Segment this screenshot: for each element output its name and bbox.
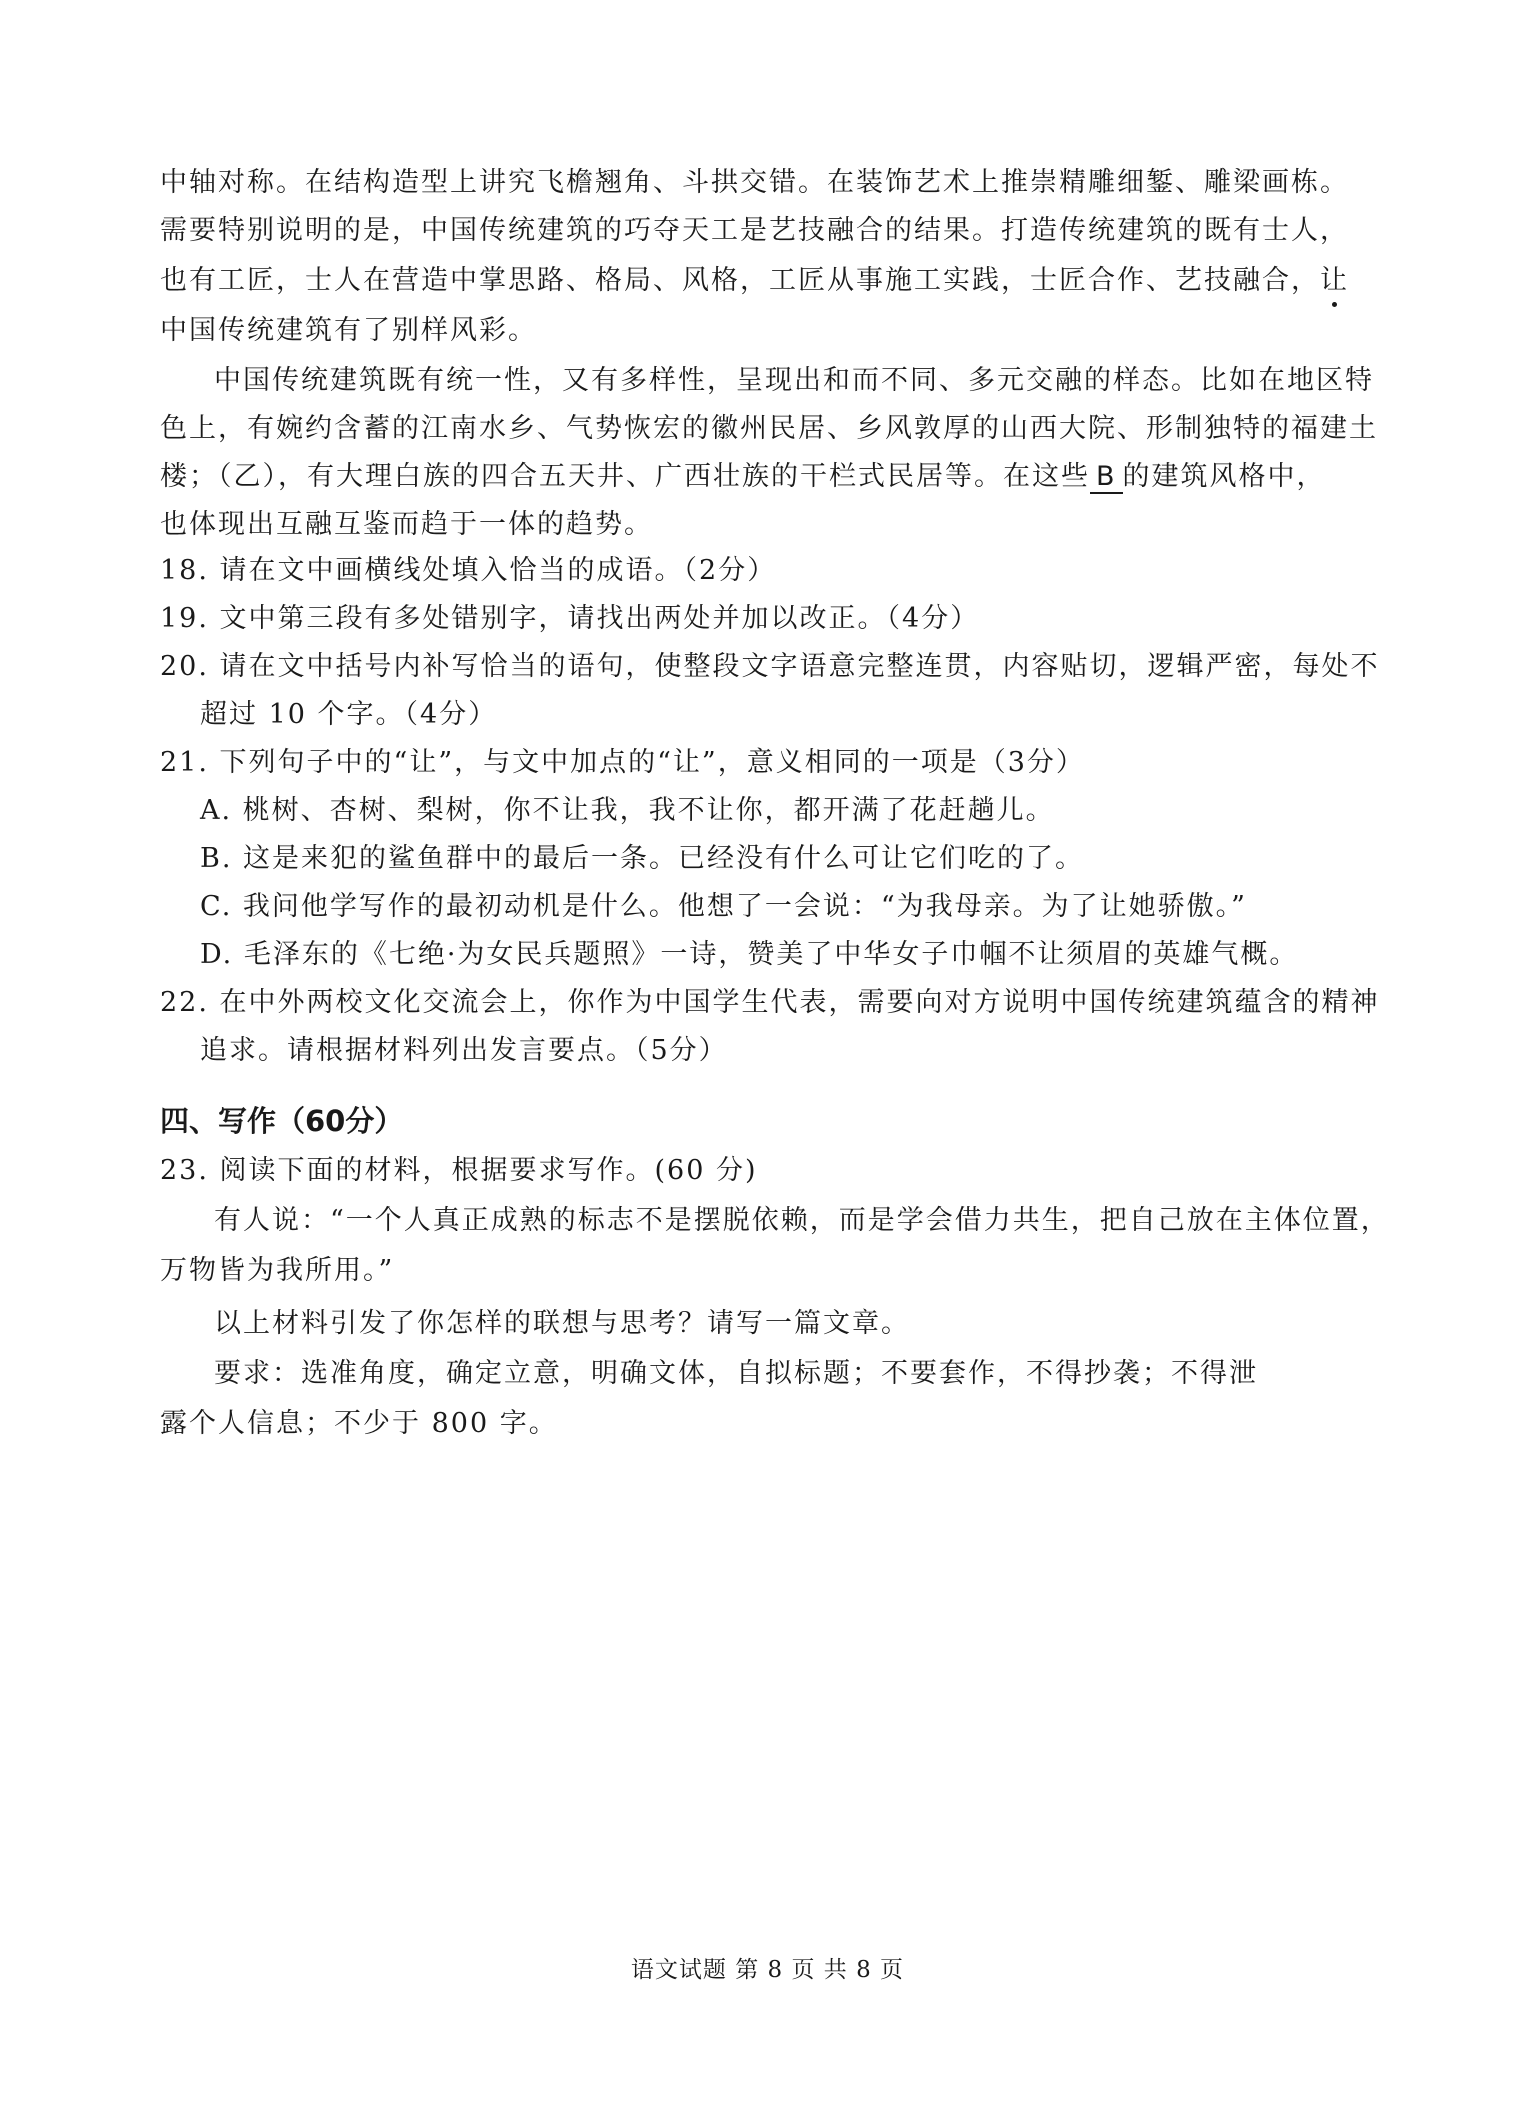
question-22: 22. 在中外两校文化交流会上，你作为中国学生代表，需要向对方说明中国传统建筑蕴含的精神 [160, 987, 1380, 1018]
writing-requirements: 要求：选准角度，确定立意，明确文体，自拟标题；不要套作，不得抄袭；不得泄 [214, 1358, 1258, 1389]
page-footer: 语文试题 第 8 页 共 8 页 [630, 1957, 905, 1983]
writing-prompt: 以上材料引发了你怎样的联想与思考？请写一篇文章。 [214, 1308, 910, 1339]
material-text: 有人说：“一个人真正成熟的标志不是摆脱依赖，而是学会借力共生，把自己放在主体位置， [214, 1205, 1390, 1236]
question-21: 21. 下列句子中的“让”，与文中加点的“让”，意义相同的一项是（3分） [160, 747, 1085, 778]
passage-line: 中国传统建筑既有统一性，又有多样性，呈现出和而不同、多元交融的样态。比如在地区特 [214, 365, 1374, 396]
passage-text: 也有工匠，士人在营造中掌思路、格局、风格，工匠从事施工实践，士匠合作、艺技融合， [160, 265, 1320, 296]
passage-line: 也体现出互融互鉴而趋于一体的趋势。 [160, 509, 653, 540]
material-text: 万物皆为我所用。” [160, 1255, 395, 1286]
passage-line [160, 459, 1390, 495]
writing-requirements: 露个人信息；不少于 800 字。 [160, 1408, 558, 1439]
passage-line: 色上，有婉约含蓄的江南水乡、气势恢宏的徽州民居、乡风敦厚的山西大院、形制独特的福建土 [160, 413, 1378, 444]
option-a: A. 桃树、杏树、梨树，你不让我，我不让你，都开满了花赶趟儿。 [200, 795, 1055, 826]
passage-text: 的建筑风格中， [1122, 461, 1326, 492]
question-20-continued: 超过 10 个字。（4分） [200, 699, 498, 730]
option-b: B. 这是来犯的鲨鱼群中的最后一条。已经没有什么可让它们吃的了。 [200, 843, 1085, 874]
question-23: 23. 阅读下面的材料，根据要求写作。(60 分) [160, 1155, 758, 1186]
question-22-continued: 追求。请根据材料列出发言要点。（5分） [200, 1035, 728, 1066]
passage-line: 中轴对称。在结构造型上讲究飞檐翘角、斗拱交错。在装饰艺术上推崇精雕细錾、雕梁画栋。 [160, 167, 1349, 198]
passage-text: 楼；（乙），有大理白族的四合五天井、广西壮族的干栏式民居等。在这些 [160, 461, 1090, 492]
passage-line [160, 263, 1390, 299]
section-title: 四、写作（60分） [160, 1104, 404, 1138]
dotted-character: 让 [1320, 263, 1349, 299]
option-d: D. 毛泽东的《七绝·为女民兵题照》一诗，赞美了中华女子巾帼不让须眉的英雄气概。 [200, 939, 1299, 970]
question-20: 20. 请在文中括号内补写恰当的语句，使整段文字语意完整连贯，内容贴切，逻辑严密，每处不 [160, 651, 1380, 682]
passage-line: 中国传统建筑有了别样风彩。 [160, 315, 537, 346]
option-c: C. 我问他学写作的最初动机是什么。他想了一会说：“为我母亲。为了让她骄傲。” [200, 891, 1247, 922]
passage-line: 需要特别说明的是，中国传统建筑的巧夺天工是艺技融合的结果。打造传统建筑的既有士人， [160, 215, 1349, 246]
question-19: 19. 文中第三段有多处错别字，请找出两处并加以改正。（4分） [160, 603, 980, 634]
question-18: 18. 请在文中画横线处填入恰当的成语。（2分） [160, 555, 777, 586]
fill-blank: B [1090, 462, 1123, 494]
